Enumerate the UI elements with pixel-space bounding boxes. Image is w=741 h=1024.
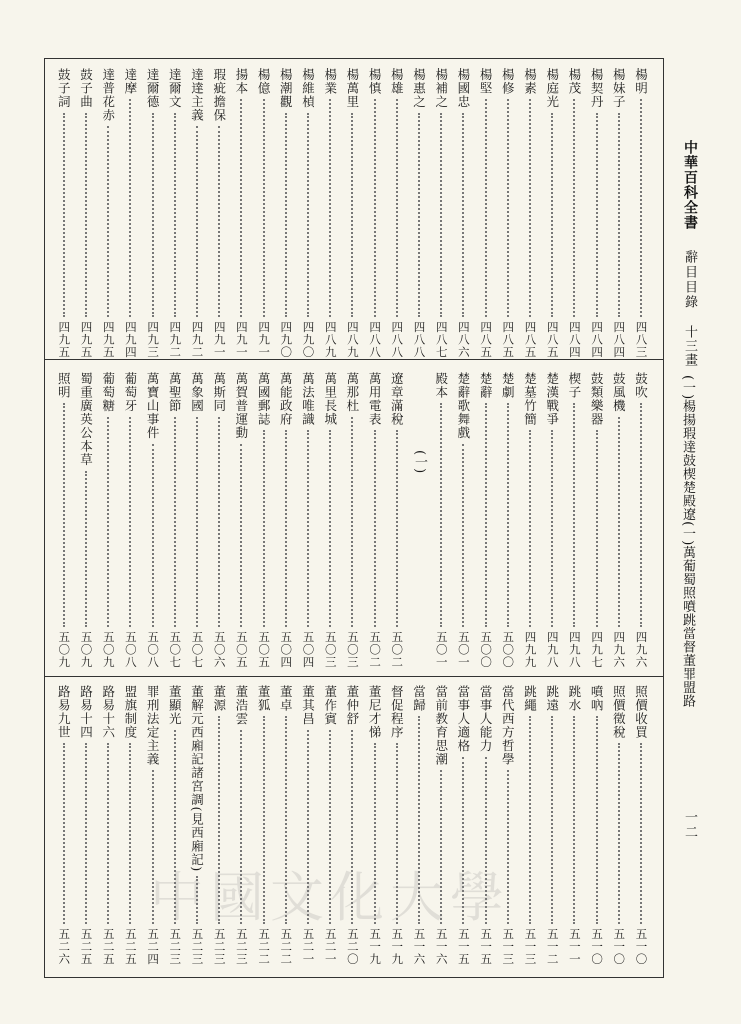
index-range: (一)楊揚瑕達鼓楔楚殿遼(一)萬葡蜀照噴跳當督董罪盟路 <box>680 375 695 708</box>
entry-page-number: 五〇四 <box>301 630 316 668</box>
entry-title: 噴吶 <box>589 685 605 712</box>
entry-title: 路易十四 <box>78 685 94 739</box>
leader-dots <box>440 403 442 627</box>
entry-page-number: 四九八 <box>545 630 560 668</box>
band-divider <box>45 359 663 360</box>
index-entry <box>543 685 561 965</box>
entry-page-number: 五一〇 <box>590 927 605 965</box>
entry-page-number: 四八八 <box>412 320 427 358</box>
entry-page-number: 四九五 <box>57 320 72 358</box>
entry-title: 葡萄糖 <box>100 372 116 413</box>
entry-page-number: 四九九 <box>523 630 538 668</box>
index-entry <box>210 372 228 668</box>
entry-page-number: 五一六 <box>412 927 427 965</box>
index-entry <box>232 68 250 358</box>
entry-page-number: 五〇一 <box>434 630 449 668</box>
index-entry <box>277 68 295 358</box>
entry-title: 路易十六 <box>100 685 116 739</box>
entry-title: 楊補之 <box>433 68 449 109</box>
entry-page-number: 五一二 <box>545 927 560 965</box>
band-divider <box>45 676 663 677</box>
entry-page-number: 五一九 <box>368 927 383 965</box>
index-entry <box>610 685 628 965</box>
entry-title: 楊億 <box>256 68 272 95</box>
leader-dots <box>618 417 620 627</box>
index-entry <box>144 372 162 668</box>
leader-dots <box>174 417 176 627</box>
leader-dots <box>396 430 398 627</box>
index-entry <box>610 68 628 358</box>
index-entry <box>366 68 384 358</box>
index-entry <box>499 68 517 358</box>
index-entry <box>632 685 650 965</box>
entry-page-number: 四九四 <box>123 320 138 358</box>
index-entry <box>55 68 73 358</box>
index-entry <box>255 68 273 358</box>
leader-dots <box>307 430 309 627</box>
index-entry <box>477 372 495 668</box>
index-entry <box>477 68 495 358</box>
entry-title: 萬寶山事件 <box>145 372 161 440</box>
index-entry <box>388 68 406 358</box>
entry-title: 楊維楨 <box>300 68 316 109</box>
entry-page-number: 四八五 <box>545 320 560 358</box>
entry-title: 萬能政府 <box>278 372 294 426</box>
index-entry <box>232 372 250 668</box>
entry-title: 鼓風機 <box>611 372 627 413</box>
entry-page-number: 五一九 <box>390 927 405 965</box>
entry-page-number: 四九〇 <box>279 320 294 358</box>
leader-dots <box>485 99 487 317</box>
entry-title: 路易九世 <box>56 685 72 739</box>
entry-page-number: 四八九 <box>345 320 360 358</box>
entry-page-number: 五一三 <box>501 927 516 965</box>
entry-title: 達爾文 <box>167 68 183 109</box>
index-entry <box>588 372 606 668</box>
entry-page-number: 五〇七 <box>168 630 183 668</box>
entry-title: 跳繩 <box>522 685 538 712</box>
entry-title: 楚墓竹簡 <box>522 372 538 426</box>
index-entry <box>321 68 339 358</box>
index-entry <box>366 372 384 668</box>
index-entry <box>99 372 117 668</box>
entry-page-number: 四九五 <box>101 320 116 358</box>
entry-page-number: 五二五 <box>101 927 116 965</box>
leader-dots <box>529 716 531 924</box>
entry-page-number: 四八四 <box>590 320 605 358</box>
entry-title: 楊堅 <box>478 68 494 95</box>
index-entry <box>210 68 228 358</box>
entry-page-number: 四九一 <box>234 320 249 358</box>
leader-dots <box>329 99 331 317</box>
section-title: 辭目目錄 <box>682 250 697 310</box>
entry-title: 當事人適格 <box>455 685 471 753</box>
entry-title: 楊雄 <box>389 68 405 95</box>
leader-dots <box>218 417 220 627</box>
entry-page-number: 四九六 <box>634 630 649 668</box>
entry-page-number: 五二二 <box>279 927 294 965</box>
entry-title: 萬那杜 <box>344 372 360 413</box>
entry-page-number: 五二三 <box>234 927 249 965</box>
leader-dots <box>573 716 575 924</box>
leader-dots <box>462 113 464 317</box>
index-entry <box>77 372 95 668</box>
index-entry <box>77 685 95 965</box>
entry-page-number: 五一五 <box>479 927 494 965</box>
index-entry <box>321 372 339 668</box>
leader-dots <box>462 444 464 627</box>
leader-dots <box>440 113 442 317</box>
leader-dots <box>529 430 531 627</box>
index-entry <box>388 372 406 668</box>
entry-page-number: 五二五 <box>79 927 94 965</box>
index-entry <box>144 68 162 358</box>
entry-page-number: 五二五 <box>123 927 138 965</box>
entry-title: 達摩 <box>122 68 138 95</box>
leader-dots <box>351 417 353 627</box>
entry-title: 達達主義 <box>189 68 205 122</box>
entry-title: 葡萄牙 <box>122 372 138 413</box>
entry-title: 董狐 <box>256 685 272 712</box>
entry-page-number: 五〇五 <box>234 630 249 668</box>
leader-dots <box>85 471 87 627</box>
entry-page-number: 五二六 <box>57 927 72 965</box>
entry-page-number: 四九五 <box>79 320 94 358</box>
index-entry <box>521 685 539 965</box>
index-entry <box>632 372 650 668</box>
entry-title: 董源 <box>211 685 227 712</box>
leader-dots <box>596 716 598 924</box>
entry-title: 當歸 <box>411 685 427 712</box>
leader-dots <box>263 430 265 627</box>
index-entry <box>121 372 139 668</box>
index-entry <box>99 685 117 965</box>
entry-title: 罪刑法定主義 <box>145 685 161 766</box>
entry-page-number: 五二〇 <box>345 927 360 965</box>
entry-title: 董仲舒 <box>344 685 360 726</box>
entry-title: 楚漢戰爭 <box>544 372 560 426</box>
leader-dots <box>85 113 87 317</box>
index-entry <box>454 372 472 668</box>
section-mark: (一) <box>412 450 427 474</box>
entry-title: 照明 <box>56 372 72 399</box>
index-entry <box>77 68 95 358</box>
leader-dots <box>573 99 575 317</box>
index-entry <box>410 68 428 358</box>
entry-page-number: 五二一 <box>301 927 316 965</box>
leader-dots <box>63 113 65 317</box>
entry-title: 董顯光 <box>167 685 183 726</box>
entry-page-number: 五〇二 <box>390 630 405 668</box>
entry-title: 楚辭 <box>478 372 494 399</box>
entry-page-number: 四八八 <box>368 320 383 358</box>
entry-title: 當前教育思潮 <box>433 685 449 766</box>
entry-page-number: 五〇六 <box>212 630 227 668</box>
leader-dots <box>551 113 553 317</box>
index-entry <box>299 68 317 358</box>
entry-page-number: 四八五 <box>479 320 494 358</box>
index-entry <box>565 372 583 668</box>
entry-page-number: 五一一 <box>567 927 582 965</box>
leader-dots <box>196 126 198 317</box>
index-entry <box>588 685 606 965</box>
index-entry <box>610 372 628 668</box>
entry-page-number: 四八四 <box>612 320 627 358</box>
index-entry <box>632 68 650 358</box>
leader-dots <box>107 417 109 627</box>
leader-dots <box>351 113 353 317</box>
entry-page-number: 四九七 <box>590 630 605 668</box>
entry-title: 董其昌 <box>300 685 316 726</box>
leader-dots <box>63 403 65 627</box>
page-number: 一二 <box>682 810 697 840</box>
entry-page-number: 五二一 <box>323 927 338 965</box>
entry-page-number: 四八六 <box>456 320 471 358</box>
entry-page-number: 五〇一 <box>456 630 471 668</box>
entry-title: 楊國忠 <box>455 68 471 109</box>
leader-dots <box>596 113 598 317</box>
entry-title: 楊慎 <box>367 68 383 95</box>
leader-dots <box>551 430 553 627</box>
entry-page-number: 四八七 <box>434 320 449 358</box>
leader-dots <box>374 99 376 317</box>
entry-page-number: 四九〇 <box>301 320 316 358</box>
leader-dots <box>129 417 131 627</box>
index-entry <box>55 372 73 668</box>
entry-title: 萬用電表 <box>367 372 383 426</box>
entry-page-number: 五〇八 <box>146 630 161 668</box>
leader-dots <box>329 430 331 627</box>
entry-title: 蜀重廣英公本草 <box>78 372 94 467</box>
entry-title: 萬賀普運動 <box>233 372 249 440</box>
stroke-label: 十三畫 <box>682 325 697 367</box>
index-entry <box>543 372 561 668</box>
index-entry <box>432 372 450 668</box>
entry-title: 楊茂 <box>566 68 582 95</box>
entry-title: 董卓 <box>278 685 294 712</box>
leader-dots <box>152 113 154 317</box>
leader-dots <box>129 743 131 924</box>
entry-title: 鼓吹 <box>633 372 649 399</box>
entry-page-number: 五〇九 <box>79 630 94 668</box>
entry-page-number: 四九三 <box>146 320 161 358</box>
entry-title: 楊修 <box>500 68 516 95</box>
leader-dots <box>129 99 131 317</box>
entry-title: 楊業 <box>322 68 338 95</box>
entry-page-number: 四九一 <box>257 320 272 358</box>
entry-title: 楊明 <box>633 68 649 95</box>
entry-title: 達爾德 <box>145 68 161 109</box>
entry-page-number: 五〇四 <box>279 630 294 668</box>
leader-dots <box>107 743 109 924</box>
entry-title: 楊庭光 <box>544 68 560 109</box>
entry-title: 萬聖節 <box>167 372 183 413</box>
leader-dots <box>640 743 642 924</box>
entry-title: 董尼才悌 <box>367 685 383 739</box>
entry-page-number: 五〇八 <box>123 630 138 668</box>
index-entry <box>299 372 317 668</box>
entry-title: 瑕疵擔保 <box>211 68 227 122</box>
index-entry <box>565 685 583 965</box>
index-entry <box>343 372 361 668</box>
entry-title: 跳遠 <box>544 685 560 712</box>
entry-page-number: 五〇九 <box>101 630 116 668</box>
entry-title: 楚劇 <box>500 372 516 399</box>
entry-page-number: 四九二 <box>190 320 205 358</box>
leader-dots <box>85 743 87 924</box>
leader-dots <box>573 403 575 627</box>
entry-page-number: 四八八 <box>390 320 405 358</box>
index-entry <box>255 372 273 668</box>
leader-dots <box>640 99 642 317</box>
leader-dots <box>551 716 553 924</box>
entry-title: 當事人能力 <box>478 685 494 753</box>
entry-title: 董解元西廂記諸宮調(見西廂記) <box>189 685 205 873</box>
entry-page-number: 五二三 <box>168 927 183 965</box>
index-entry <box>99 68 117 358</box>
entry-title: 楊惠之 <box>411 68 427 109</box>
entry-title: 當代西方哲學 <box>500 685 516 766</box>
entry-title: 萬里長城 <box>322 372 338 426</box>
entry-page-number: 四九八 <box>567 630 582 668</box>
entry-title: 董浩雲 <box>233 685 249 726</box>
entry-title: 照價收買 <box>633 685 649 739</box>
leader-dots <box>240 99 242 317</box>
index-entry <box>166 68 184 358</box>
leader-dots <box>285 113 287 317</box>
index-entry <box>55 685 73 965</box>
index-entry <box>499 372 517 668</box>
entry-page-number: 四八三 <box>634 320 649 358</box>
entry-page-number: 五〇九 <box>57 630 72 668</box>
entry-title: 楊萬里 <box>344 68 360 109</box>
entry-title: 鼓類樂器 <box>589 372 605 426</box>
index-entry <box>521 68 539 358</box>
leader-dots <box>285 430 287 627</box>
index-entry <box>188 68 206 358</box>
index-entry <box>343 68 361 358</box>
entry-page-number: 五〇三 <box>323 630 338 668</box>
entry-title: 照價徵稅 <box>611 685 627 739</box>
book-title: 中華百科全書 <box>682 140 698 230</box>
leader-dots <box>396 99 398 317</box>
leader-dots <box>596 430 598 627</box>
entry-page-number: 五二四 <box>146 927 161 965</box>
index-entry <box>454 68 472 358</box>
entry-title: 揚本 <box>233 68 249 95</box>
entry-page-number: 四八五 <box>501 320 516 358</box>
leader-dots <box>618 743 620 924</box>
leader-dots <box>174 113 176 317</box>
entry-page-number: 五一六 <box>434 927 449 965</box>
entry-page-number: 五一三 <box>523 927 538 965</box>
entry-page-number: 五二三 <box>190 927 205 965</box>
entry-title: 董作賓 <box>322 685 338 726</box>
entry-page-number: 五〇七 <box>190 630 205 668</box>
leader-dots <box>63 743 65 924</box>
leader-dots <box>307 113 309 317</box>
entry-title: 鼓子曲 <box>78 68 94 109</box>
entry-page-number: 五〇五 <box>257 630 272 668</box>
index-entry <box>565 68 583 358</box>
index-entry <box>121 685 139 965</box>
entry-title: 楊契丹 <box>589 68 605 109</box>
watermark: 中國文化大學 <box>150 866 510 929</box>
entry-title: 殿本 <box>433 372 449 399</box>
leader-dots <box>507 403 509 627</box>
index-entry <box>543 68 561 358</box>
leader-dots <box>529 99 531 317</box>
leader-dots <box>640 403 642 627</box>
entry-page-number: 五〇二 <box>368 630 383 668</box>
entry-title: 萬斯同 <box>211 372 227 413</box>
leader-dots <box>485 403 487 627</box>
leader-dots <box>618 113 620 317</box>
entry-title: 楊妹子 <box>611 68 627 109</box>
entry-title: 鼓子詞 <box>56 68 72 109</box>
index-entry <box>432 68 450 358</box>
entry-page-number: 四九二 <box>168 320 183 358</box>
entry-title: 盟旗制度 <box>122 685 138 739</box>
entry-page-number: 四八四 <box>567 320 582 358</box>
leader-dots <box>107 126 109 317</box>
index-entry <box>121 68 139 358</box>
entry-title: 跳水 <box>566 685 582 712</box>
leader-dots <box>218 126 220 317</box>
entry-page-number: 五二三 <box>212 927 227 965</box>
entry-page-number: 四八九 <box>323 320 338 358</box>
entry-page-number: 四九六 <box>612 630 627 668</box>
index-entry <box>188 372 206 668</box>
entry-page-number: 五〇〇 <box>479 630 494 668</box>
leader-dots <box>374 430 376 627</box>
entry-title: 楔子 <box>566 372 582 399</box>
entry-page-number: 四九一 <box>212 320 227 358</box>
entry-page-number: 五一〇 <box>634 927 649 965</box>
entry-title: 遼章滿稅 <box>389 372 405 426</box>
entry-title: 萬象國 <box>189 372 205 413</box>
index-entry <box>588 68 606 358</box>
entry-title: 達普花赤 <box>100 68 116 122</box>
leader-dots <box>418 113 420 317</box>
entry-page-number: 五二二 <box>257 927 272 965</box>
entry-page-number: 五〇三 <box>345 630 360 668</box>
entry-title: 萬國郵誌 <box>256 372 272 426</box>
leader-dots <box>152 444 154 627</box>
entry-title: 督促程序 <box>389 685 405 739</box>
leader-dots <box>263 99 265 317</box>
entry-page-number: 五一五 <box>456 927 471 965</box>
index-entry <box>521 372 539 668</box>
entry-title: 楊素 <box>522 68 538 95</box>
index-entry <box>166 372 184 668</box>
entry-page-number: 四八五 <box>523 320 538 358</box>
entry-title: 楊潮觀 <box>278 68 294 109</box>
entry-title: 萬法唯識 <box>300 372 316 426</box>
leader-dots <box>196 417 198 627</box>
leader-dots <box>240 444 242 627</box>
leader-dots <box>507 99 509 317</box>
entry-page-number: 五〇〇 <box>501 630 516 668</box>
index-entry <box>277 372 295 668</box>
entry-page-number: 五一〇 <box>612 927 627 965</box>
entry-title: 楚辭歌舞戲 <box>455 372 471 440</box>
